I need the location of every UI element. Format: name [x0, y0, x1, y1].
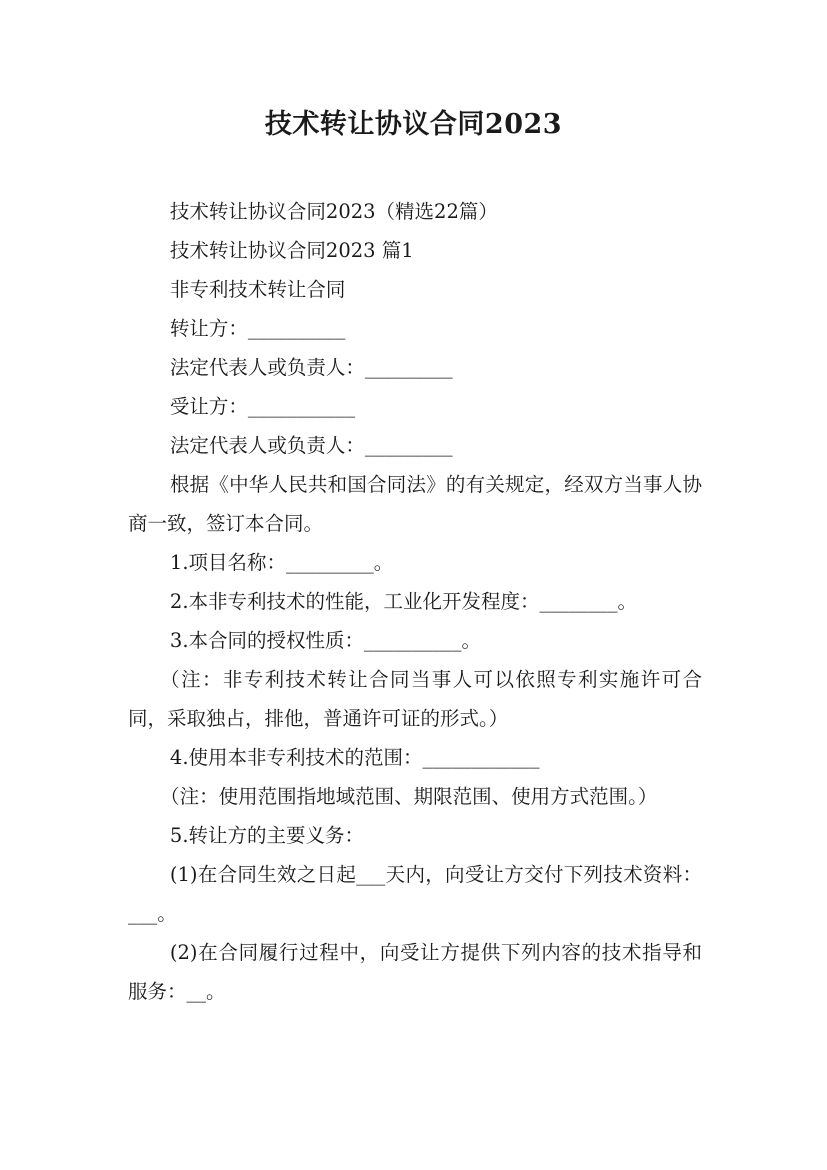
paragraph-item-5-2: (2)在合同履行过程中，向受让方提供下列内容的技术指导和服务：__。 — [128, 941, 702, 1003]
paragraph-contract-name: 非专利技术转让合同 — [169, 278, 346, 301]
document-body — [128, 192, 702, 1011]
paragraph-note-1: （注：非专利技术转让合同当事人可以依照专利实施许可合同，采取独占，排他，普通许可证的形式。） — [128, 668, 702, 730]
paragraph-transferee: 受让方：___________ — [169, 395, 356, 418]
paragraph-section-heading: 技术转让协议合同2023 篇1 — [169, 239, 414, 262]
paragraph-note-2: （注：使用范围指地域范围、期限范围、使用方式范围。） — [160, 785, 658, 808]
paragraph-subtitle: 技术转让协议合同2023（精选22篇） — [169, 200, 498, 223]
paragraph-item-2: 2.本非专利技术的性能，工业化开发程度：________。 — [169, 590, 638, 613]
document-title: 技术转让协议合同2023 — [264, 109, 563, 140]
paragraph-item-5-1: (1)在合同生效之日起___天内，向受让方交付下列技术资料：___。 — [128, 863, 702, 925]
paragraph-item-4: 4.使用本非专利技术的范围：____________ — [169, 746, 540, 769]
paragraph-transferee-representative: 法定代表人或负责人：_________ — [169, 434, 453, 457]
paragraph-preamble: 根据《中华人民共和国合同法》的有关规定，经双方当事人协商一致，签订本合同。 — [128, 473, 702, 535]
paragraph-item-1: 1.项目名称：_________。 — [169, 551, 394, 574]
paragraph-transferor-representative: 法定代表人或负责人：_________ — [169, 356, 453, 379]
paragraph-item-5: 5.转让方的主要义务： — [169, 824, 365, 847]
paragraph-transferor: 转让方：__________ — [169, 317, 346, 340]
paragraph-item-3: 3.本合同的授权性质：__________。 — [169, 629, 482, 652]
